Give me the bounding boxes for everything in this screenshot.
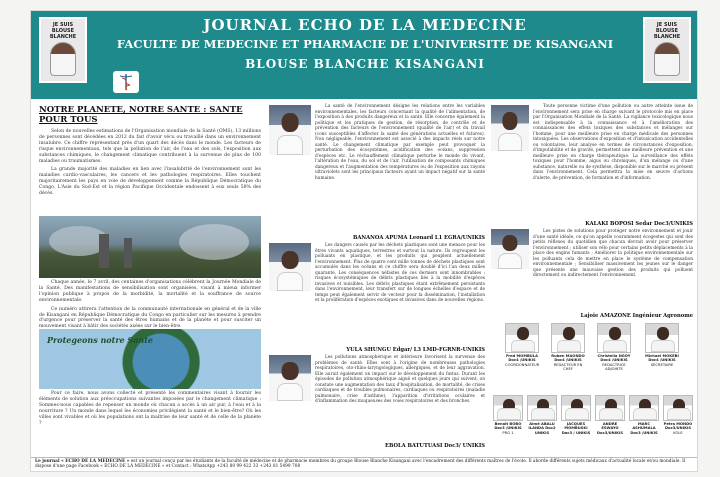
footer-label: Le journal « ECHO DE LA MEDECINE » xyxy=(35,459,130,464)
staff-member xyxy=(561,395,591,435)
article1-paragraph-5: Pour ce faire, nous avons collecté et présenté les commentaires visant à fournir les éléments de solution aux préoccupations suivantes imposées par le changement climatique : Sommes-nous capables de repenser un monde où chacun a accès à un air pur, à l'eau et à la nourriture ? Un monde dans lequel les économies privilégient la santé et le bien-être? Où les villes sont vivables et où les populations ont la maîtrise de leur santé et de celle de la planète ? xyxy=(39,391,261,426)
author-photo xyxy=(269,355,311,401)
footer-text: est un journal conçu par les étudiants de la faculté de médecine et de pharmacie membres du groupe Blouse Blanche Kisangani avec l'encadrement des différents maîtres de l'école. Il aborde différents sujets médicaux d'actualité locale et/ou mondiale. Il dispose d'une page xyxy=(35,459,686,470)
staff-name: Aimé ABALU ILANDA Doc2 UNIKIS xyxy=(528,422,556,435)
article1-paragraph-1: Selon de nouvelles estimations de l'Organisation mondiale de la Santé (OMS), 13 millions de personnes sont décédées en 2012 du fait d'avoir vécu ou travaillé dans un environnement insalubre. Ce chiffre représentant près d'un quart des décès dans le monde. Les facteurs de risque environnementaux, tels que la pollution de l'air, de l'eau et des sols, l'exposition aux substances chimiques, le changement climatique contribuent à la survenue de plus de 100 maladies ou traumatismes. xyxy=(39,129,261,164)
staff-member xyxy=(597,323,631,372)
staff-name: Petra MONDO Doc3/UNIKIS xyxy=(663,422,693,431)
article2-author-3: EBOLA BATUTUASI Doc3/ UNIKIS xyxy=(385,443,485,449)
staff-name: JACQUES MOMBUSKI Doc3 / UNIKIS xyxy=(561,422,591,435)
staff-member xyxy=(551,323,585,372)
column-2-author-3 xyxy=(269,443,485,449)
staff-member xyxy=(493,395,523,435)
footer xyxy=(31,457,698,471)
author-photo xyxy=(269,243,311,291)
article2-author: BANANOA APUMA Leonard L1 EGRA/UNIKIS xyxy=(352,235,485,241)
staff-member xyxy=(527,395,557,435)
staff-role: PRG 1 xyxy=(502,430,514,435)
staff-name: Ruben MAONDO Doc4 /UNIKIS xyxy=(551,354,585,363)
badge-left xyxy=(39,17,87,83)
article2-author-2: YULA SHUNGU Edgar/ L3 LMD-FGRNR-UNIKIS xyxy=(346,347,485,353)
article3-author: KALAKI BOPOSI Sedar Doc3/UNIKIS xyxy=(585,221,693,227)
column-1-bottom xyxy=(39,391,261,426)
staff-role: REDACTRICE ADJOINTE xyxy=(602,362,626,372)
column-2-author-2 xyxy=(269,347,485,353)
faculty-title: FACULTE DE MEDECINE ET PHARMACIE DE L'UNIVERSITE DE KISANGANI xyxy=(116,37,614,51)
article3-paragraph-1: Toute personne victime d'une pollution ou autre atteinte issue de l'environnement sera prise en charge suivant le protocole mis en place par l'Organisation Mondiale de la Santé. La vigilance toxicologique nous est indispensable à la connaissance et à l'amélioration des connaissances des effets toxiques des substances et mélanges sur l'homme, pour une meilleure prise en charge médicale des personnes intoxiquées. Les observations d'exposition et d'intoxication accidentelles ou volontaires, leur analyse en termes de circonstances d'exposition, d'imputabilité et de gravité, permettent une meilleure prévention et une meilleure prise en charge thérapeutique. La surveillance des effets toxiques pour l'homme, aigus ou chroniques, d'un mélange ou d'une substance, naturelle ou de synthèse, disponible sur le marché ou présent dans l'environnement. Cela permettra la mise en œuvre d'actions d'alerte, de prévention, de formation et d'information. xyxy=(533,104,693,181)
column-1-lower xyxy=(39,280,261,330)
author-photo xyxy=(269,105,311,155)
author-photo xyxy=(491,229,529,269)
staff-role: SECRETAIRE xyxy=(650,362,674,367)
chimney-shape xyxy=(124,238,132,268)
group-name: BLOUSE BLANCHE KISANGANI xyxy=(245,57,485,71)
article1-paragraph-4: Ce numéro attirera l'attention de la communauté internationale en général et de la ville de Kisangani en République Démocratique du Congo en particulier sur les mesures à prendre d'urgence pour préserver la santé des êtres humains et de la planète et pour susciter un mouvement visant à bâtir des sociétés axées sur le bien-être. xyxy=(39,306,261,330)
staff-member xyxy=(505,323,539,367)
chimney-shape xyxy=(99,234,109,268)
column-3-author-2 xyxy=(491,313,693,319)
staff-member xyxy=(645,323,679,367)
poster-caption: Protegeons notre Sante xyxy=(47,335,153,345)
badge-figure-icon xyxy=(654,42,680,76)
staff-name: Fred MOMBULA Doc4 /UNIKIS xyxy=(505,354,538,363)
article2-paragraph-3: Les pollutions atmosphérique et intérieure favorisent la survenue des problèmes de santé. Elles sont à l'origine de nombreuses pathologies respiratoires, oto-rhino-laryngologiques, allergiques, et de leur aggravation. Elle aurait également un impact sur le développement du fœtus. Durant les épisodes de pollution atmosphérique aiguë et quelques jours qui suivent, on constate une augmentation des taux d'hospitalisation, de mortalité, de crises cardiaques et de troubles pulmonaires, cardiaques ou respiratoires (maladie pulmonaire, crise d'asthme), l'apparition d'irritations oculaires et d'inflammation des muqueuses des voies respiratoires et des bronches. xyxy=(315,355,485,404)
staff-role: KOLE xyxy=(673,430,683,435)
newspaper-page xyxy=(30,10,698,472)
masthead xyxy=(31,11,698,99)
article2-paragraph-2: Les dangers causés par les déchets plastiques sont une menace pour les êtres vivants aquatiques, terrestres et surtout la nature. Ils regroupent les polluants en plastique, et les produits qui peuplent actuellement l'environnement. Plus de quatre cent mille tonnes de déchets plastiques sont accumulés dans les océans et ce chiffre sera doublé d'ici l'an deux milles quarante. Les conséquences néfastes de ces derniers sont innombrables : risques écosystémiques de débris plastiques liés à la mobilité d'espèces invasives et nuisibles. Les débris plastiques étant extrêmement persistants dans l'environnement, leur transfert sur de longues échelles d'espace et de temps peut également servir de vecteur pour la dissémination, l'installation et la prolifération d'espèces exotiques et invasives dans de nouvelles régions. xyxy=(315,243,485,303)
column-3-top xyxy=(533,104,693,181)
column-2-top xyxy=(315,104,485,181)
article2-paragraph-1: La santé de l'environnement désigne les relations entre les variables environnementales, les facteurs concernant la qualité de l'alimentation, de l'exposition à des produits dangereux et la santé. Elle concerne également la politique et les pratiques de gestion, de résorption, de contrôle et de prévention des facteurs de l'environnement (qualité de l'air) et du travail (cons susceptibles d'affecter la santé des générations actuelles et futures). Non négligeable, l'environnement est associé à des impacts réels sur notre santé. Le changement climatique par exemple peut provoquer la perturbation des écosystèmes, acidification des océans, suppression d'espèces etc. Le réchauffement climatique perturbe le monde du vivant, l'altération de l'eau, du sol et de l'air, l'utilisation de composants chimiques dangereux et l'augmentation des températures ou de l'exposition aux rayons ultraviolets sont les principaux facteurs ayant un impact négatif sur la santé humaine. xyxy=(315,104,485,181)
badge-figure-icon xyxy=(50,42,76,76)
earth-poster-photo xyxy=(39,329,261,389)
badge-left-text: JE SUIS BLOUSE BLANCHE xyxy=(49,22,77,40)
article3-author-2: Lajoie AMAZONE Ingénieur Agronome xyxy=(580,313,693,319)
staff-name: Michael MOKEBI Doc4 /UNIKIS xyxy=(645,354,679,363)
column-2-author xyxy=(269,235,485,241)
journal-title: JOURNAL ECHO DE LA MEDECINE xyxy=(203,16,527,34)
staff-role: REDACTEUR EN CHEF xyxy=(553,362,583,372)
badge-right xyxy=(643,17,691,83)
pollution-photo xyxy=(39,216,261,278)
column-2-middle xyxy=(315,243,485,304)
staff-member xyxy=(629,395,659,435)
column-3-middle xyxy=(533,229,693,279)
article1-paragraph-2: La grande majorité des maladies en lien avec l'insalubrité de l'environnement sont les maladies cardio-vasculaires, les cancers et les pathologies respiratoires. Elles touchent majoritairement les pays en voie de développement comme la République Démocratique du Congo. L'Asie du Sud-Est et la région Pacifique Occidentale endossent à eux seuls 58% des décès. xyxy=(39,167,261,197)
staff-member xyxy=(663,395,693,435)
staff-name: ANDRE ESWAYO Doc3/UNIKIS xyxy=(596,422,624,435)
column-1 xyxy=(39,105,261,197)
column-3-author xyxy=(491,221,693,227)
column-2-bottom xyxy=(315,355,485,405)
smoke-shape xyxy=(179,224,249,260)
article3-paragraph-2: Les pistes de solutions pour protéger notre environnement et jouir d'une santé idéale, ce qu'on appelle couramment écogestes qui sont des petits réflexes du quotidien que chacun devrait avoir pour préserver l'environnement ; utiliser son vélo pour certains petits déplacements à la place des engins fumants ; Améliorer la politique environnementale sur les polluants cela de mettre en place le système de compensation environnementale ; Sensibiliser massivement les jeunes sur le danger que présente une mauvaise gestion des produits qui polluent directement ou indirectement l'environnement. xyxy=(533,229,693,278)
staff-role: COORDONNATEUR xyxy=(505,362,540,367)
staff-name: MARC ASHUMALA Doc3 /UNIKIS xyxy=(630,422,658,435)
staff-name: Benoit BOBO Doc3 /UNIKIS xyxy=(494,422,522,431)
author-photo xyxy=(491,105,529,151)
article1-paragraph-3: Chaque année, le 7 avril, des centaines d'organisations célèbrent la Journée Mondiale de la Santé. Des manifestations de sensibilisation sont organisées, visant à mieux informer l'opinion publique à propos de la morbidité, la mortalité et la souffrance de source environnementale. xyxy=(39,280,261,303)
staff-member xyxy=(595,395,625,435)
badge-right-text: JE SUIS BLOUSE BLANCHE xyxy=(653,22,681,40)
staff-name: Christella NGOY Doc4 /UNIKIS xyxy=(597,354,631,363)
footer-contact: Facebook « ECHO DE LA MEDECINE » et Contact : WhatsApp +243 80 99 422 33 +243 81 5499 708 xyxy=(78,464,301,470)
article-title: NOTRE PLANETE, NOTRE SANTE : SANTE POUR TOUS xyxy=(39,105,243,125)
